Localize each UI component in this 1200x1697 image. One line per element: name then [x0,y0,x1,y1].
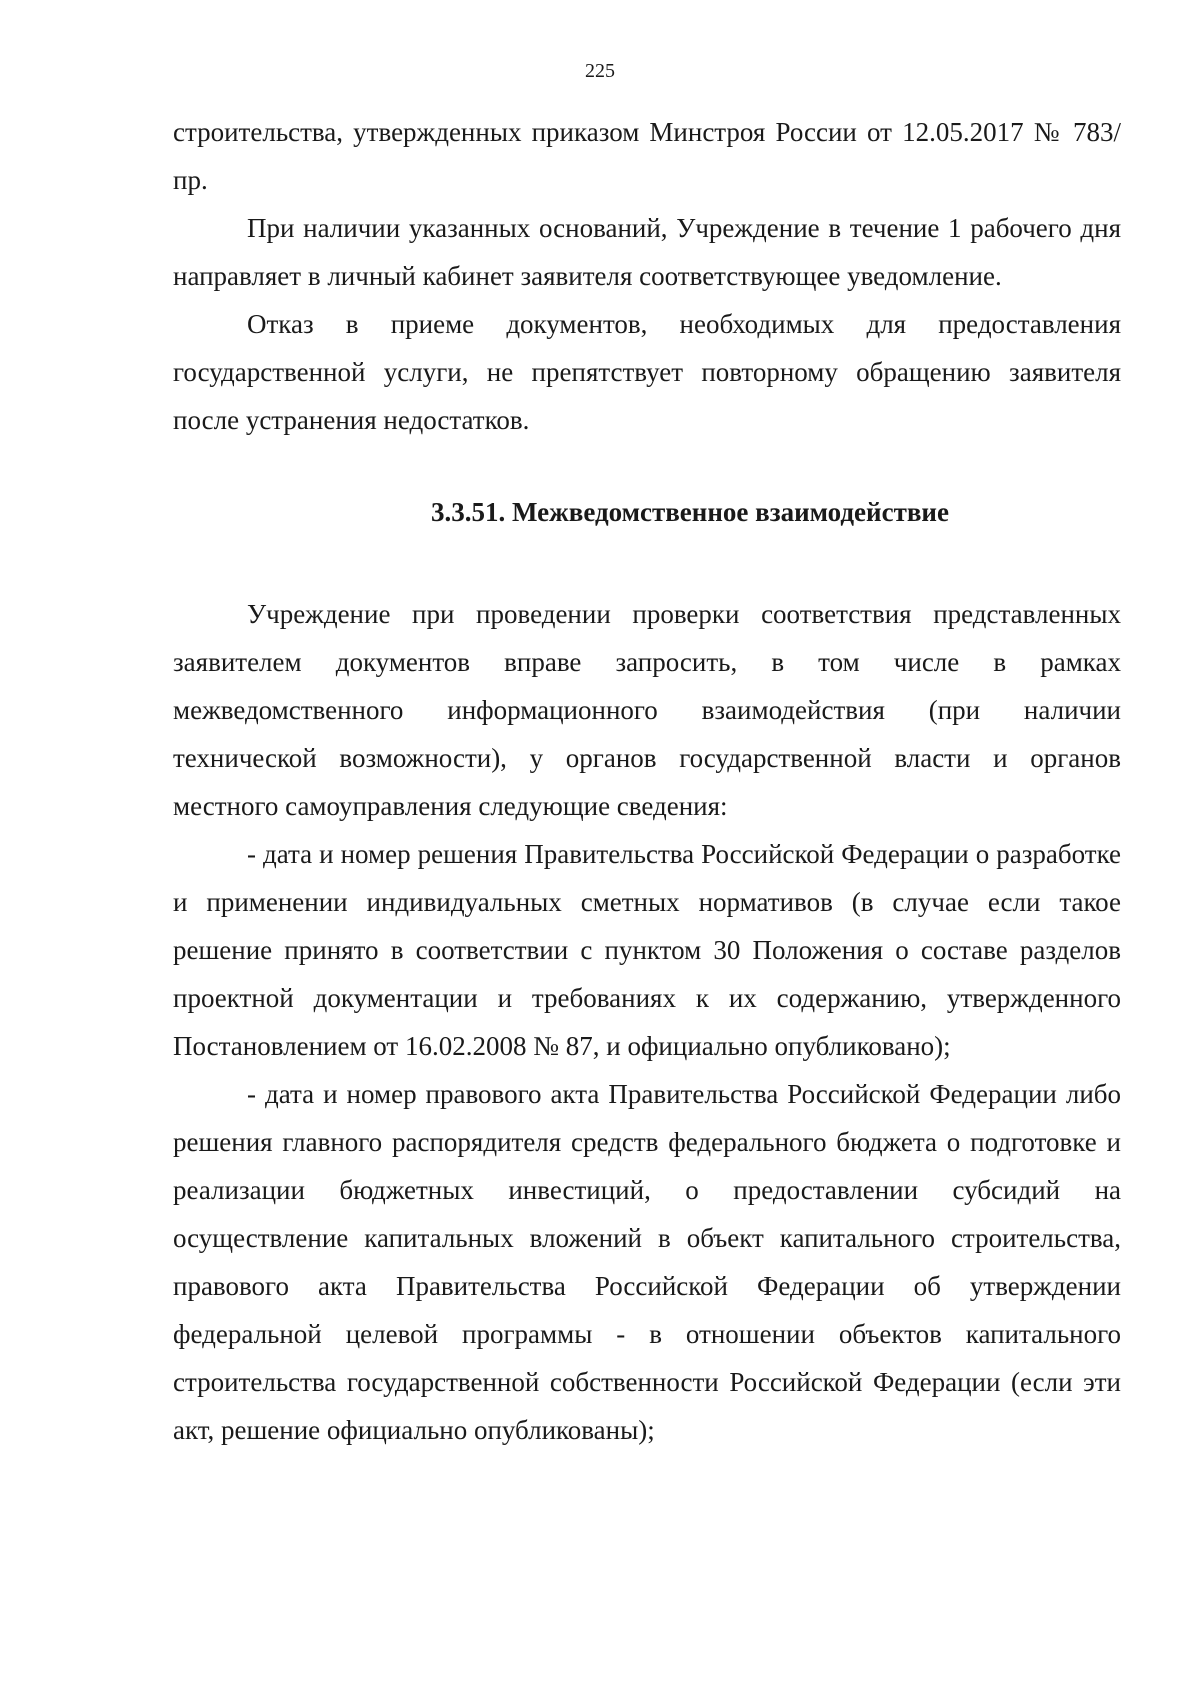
paragraph-notification: При наличии указанных оснований, Учреждение в течение 1 рабочего дня направляет в личный кабинет заявителя соответствующее уведомление. [173,213,1121,291]
paragraph-continuation: строительства, утвержденных приказом Минстроя России от 12.05.2017 № 783/пр. [173,117,1121,195]
section-heading: 3.3.51. Межведомственное взаимодействие [431,497,949,527]
document-body [173,108,1121,1454]
list-item-estimate-norms: - дата и номер решения Правительства Российской Федерации о разработке и применении индивидуальных сметных нормативов (в случае если такое решение принято в соответствии с пунктом 30 Положения о составе разделов проектной документации и требованиях к их содержанию, утвержденного Постановлением от 16.02.2008 № 87, и официально опубликовано); [173,839,1121,1061]
paragraph-refusal: Отказ в приеме документов, необходимых для предоставления государственной услуги, не препятствует повторному обращению заявителя после устранения недостатков. [173,309,1121,435]
list-item-legal-act: - дата и номер правового акта Правительства Российской Федерации либо решения главного распорядителя средств федерального бюджета о подготовке и реализации бюджетных инвестиций, о предоставлении субсидий на осуществление капитальных вложений в объект капитального строительства, правового акта Правительства Российской Федерации об утверждении федеральной целевой программы - в отношении объектов капитального строительства государственной собственности Российской Федерации (если эти акт, решение официально опубликованы); [173,1079,1121,1445]
paragraph-interaction: Учреждение при проведении проверки соответствия представленных заявителем документов вправе запросить, в том числе в рамках межведомственного информационного взаимодействия (при наличии технической возможности), у органов государственной власти и органов местного самоуправления следующие сведения: [173,599,1121,821]
page-number: 225 [585,60,615,82]
